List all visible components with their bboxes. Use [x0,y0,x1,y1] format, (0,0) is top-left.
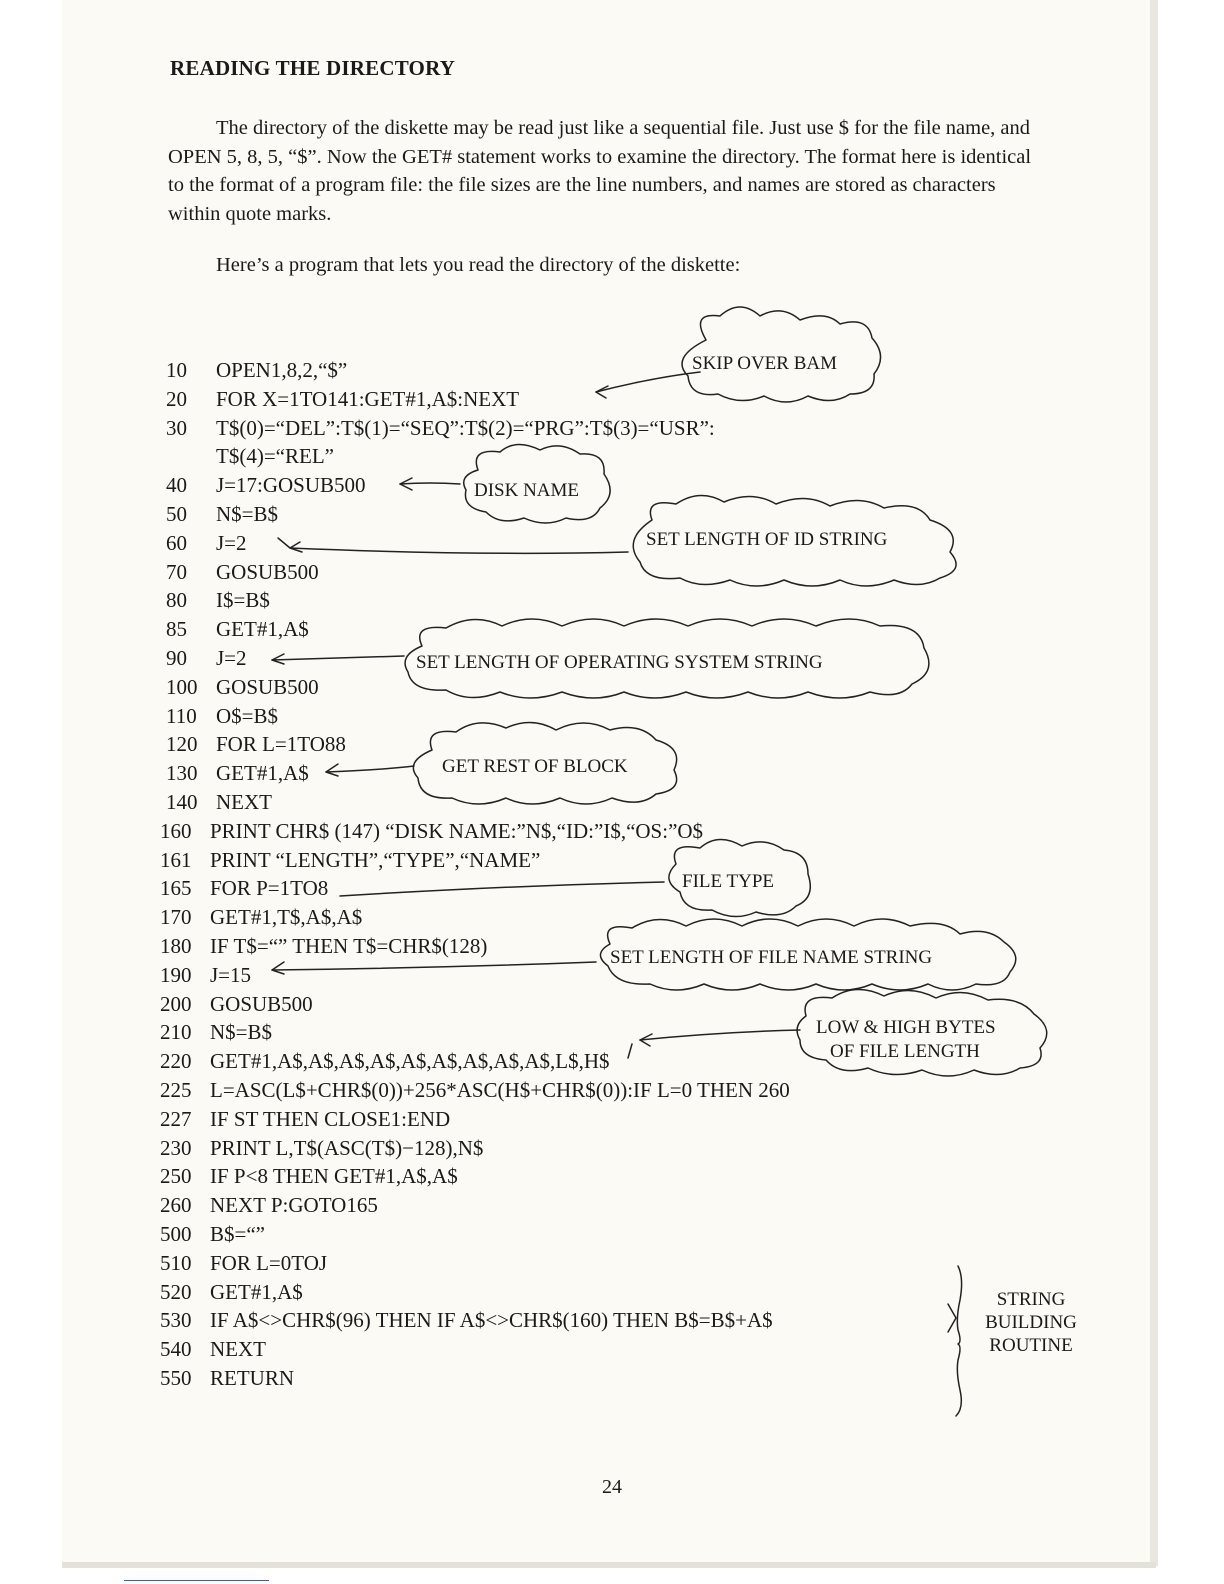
callout-set-length-file-name-text: SET LENGTH OF FILE NAME STRING [610,947,933,968]
line-statement: O$=B$ [216,704,279,728]
line-number: 161 [160,848,192,872]
callout-set-length-os-text: SET LENGTH OF OPERATING SYSTEM STRING [416,652,823,673]
line-number: 520 [160,1280,192,1304]
line-statement: IF A$<>CHR$(96) THEN IF A$<>CHR$(160) THEN B$=B$+A$ [210,1308,773,1332]
line-statement: J=2 [216,531,247,555]
section-heading: READING THE DIRECTORY [170,56,456,80]
callout-low-high-bytes-text-1: LOW & HIGH BYTES [816,1017,996,1038]
line-statement: FOR X=1TO141:GET#1,A$:NEXT [216,387,520,411]
line-number: 260 [160,1193,192,1217]
line-number: 500 [160,1222,192,1246]
page-number: 24 [602,1476,622,1498]
line-statement: I$=B$ [216,588,270,612]
line-number: 70 [166,560,187,584]
line-statement: PRINT L,T$(ASC(T$)−128),N$ [210,1136,484,1160]
line-statement: IF T$=“” THEN T$=CHR$(128) [210,934,488,958]
line-statement: GOSUB500 [216,560,319,584]
line-statement: J=17:GOSUB500 [216,473,366,497]
line-statement: PRINT CHR$ (147) “DISK NAME:”N$,“ID:”I$,“OS:”O$ [210,819,704,843]
line-number: 210 [160,1020,192,1044]
callout-get-rest-of-block-text: GET REST OF BLOCK [442,756,628,777]
line-statement: NEXT P:GOTO165 [210,1193,378,1217]
line-statement: B$=“” [210,1222,265,1246]
line-statement: GET#1,T$,A$,A$ [210,905,363,929]
line-number: 30 [166,416,187,440]
line-statement: N$=B$ [210,1020,273,1044]
line-number: 85 [166,617,187,641]
line-number: 100 [166,675,198,699]
intro-text: The directory of the diskette may be read just like a sequential file. Just use $ for the file name, and OPEN 5, 8, 5, “$”. Now the GET# statement works to examine the directory. The format here is identical to the format of a program file: the file sizes are the line numbers, and names are stored as characters within quote marks. [168,117,1032,225]
line-number: 20 [166,387,187,411]
line-number: 120 [166,732,198,756]
string-building-routine-label [976,1288,1086,1357]
line-statement: J=2 [216,646,247,670]
line-number: 140 [166,790,198,814]
line-number: 540 [160,1337,192,1361]
line-statement: NEXT [210,1337,266,1361]
line-number: 40 [166,473,187,497]
line-statement: FOR L=1TO88 [216,732,346,756]
line-statement: GET#1,A$ [216,761,309,785]
line-statement: FOR L=0TOJ [210,1251,328,1275]
line-statement: PRINT “LENGTH”,“TYPE”,“NAME” [210,848,541,872]
line-number: 165 [160,876,192,900]
line-statement: GOSUB500 [216,675,319,699]
line-statement: L=ASC(L$+CHR$(0))+256*ASC(H$+CHR$(0)):IF L=0 THEN 260 [210,1078,790,1102]
line-number: 50 [166,502,187,526]
line-statement: FOR P=1TO8 [210,876,329,900]
line-statement: GOSUB500 [210,992,313,1016]
line-number: 90 [166,646,187,670]
callout-disk-name-text: DISK NAME [474,480,580,501]
program-lead-in: Here’s a program that lets you read the directory of the diskette: [216,254,741,276]
line-number: 170 [160,905,192,929]
brace-pointer [948,1304,956,1332]
line-statement: GET#1,A$ [210,1280,303,1304]
callout-file-type-text: FILE TYPE [682,871,775,892]
line-number: 10 [166,358,187,382]
line-number: 225 [160,1078,192,1102]
brace-label-line-2: BUILDING [985,1312,1077,1333]
line-number: 550 [160,1366,192,1390]
line-number: 200 [160,992,192,1016]
line-statement: RETURN [210,1366,294,1390]
line-statement: GET#1,A$ [216,617,309,641]
string-building-brace [956,1266,962,1416]
line-number: 220 [160,1049,192,1073]
line-number: 80 [166,588,187,612]
line-number: 130 [166,761,198,785]
line-statement: T$(4)=“REL” [216,444,334,468]
callout-texts [416,353,996,1062]
line-number: 190 [160,963,192,987]
line-number: 60 [166,531,187,555]
callout-skip-over-bam-text: SKIP OVER BAM [692,353,837,374]
line-statement: NEXT [216,790,272,814]
line-number: 160 [160,819,192,843]
line-number: 250 [160,1164,192,1188]
line-statement: OPEN1,8,2,“$” [216,358,348,382]
line-number: 110 [166,704,197,728]
line-number: 530 [160,1308,192,1332]
brace-label-line-3: ROUTINE [989,1335,1073,1356]
line-number: 227 [160,1107,192,1131]
line-number: 180 [160,934,192,958]
brace-label-line-1: STRING [996,1289,1066,1310]
line-statement: T$(0)=“DEL”:T$(1)=“SEQ”:T$(2)=“PRG”:T$(3)=“USR”: [216,416,715,440]
callout-set-length-id-text: SET LENGTH OF ID STRING [646,529,888,550]
line-statement: IF ST THEN CLOSE1:END [210,1107,451,1131]
line-statement: N$=B$ [216,502,279,526]
line-statement: GET#1,A$,A$,A$,A$,A$,A$,A$,A$,A$,L$,H$ [210,1049,610,1073]
line-statement: J=15 [210,963,252,987]
callout-low-high-bytes-text-2: OF FILE LENGTH [830,1041,980,1062]
line-number: 510 [160,1251,192,1275]
line-statement: IF P<8 THEN GET#1,A$,A$ [210,1164,458,1188]
line-number: 230 [160,1136,192,1160]
